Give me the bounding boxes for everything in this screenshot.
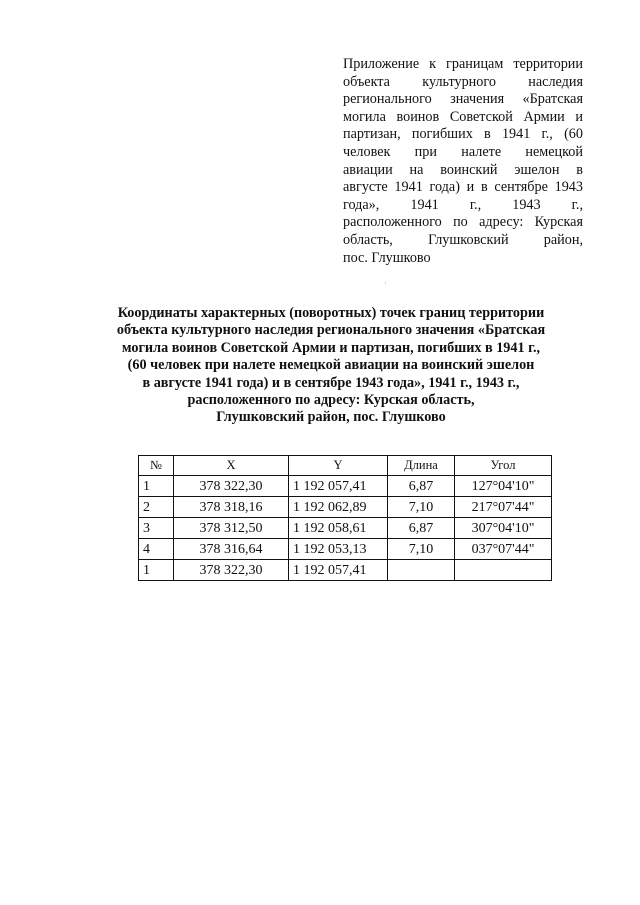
cell-angle: 037°07'44" [455, 539, 552, 560]
annex-note [343, 56, 583, 267]
title-line: в августе 1941 года) и в сентябре 1943 года», 1941 г., 1943 г., [142, 374, 520, 391]
cell-x: 378 322,30 [174, 560, 289, 581]
title-line: расположенного по адресу: Курская область, [187, 392, 475, 409]
annex-line: могила воинов Советской Армии и [343, 108, 583, 125]
document-title [96, 305, 566, 427]
cell-x: 378 316,64 [174, 539, 289, 560]
table-row [139, 497, 552, 518]
cell-y: 1 192 062,89 [289, 497, 388, 518]
annex-line: партизан, погибших в 1941 г., (60 [343, 126, 583, 143]
annex-line: августе 1941 года) и в сентябре 1943 [343, 179, 583, 196]
cell-length: 7,10 [388, 539, 455, 560]
cell-number: 1 [139, 560, 174, 581]
header-length: Длина [388, 456, 455, 476]
cell-number: 4 [139, 539, 174, 560]
cell-length: 7,10 [388, 497, 455, 518]
cell-y: 1 192 057,41 [289, 476, 388, 497]
title-line: Глушковский район, пос. Глушково [216, 409, 446, 426]
cell-y: 1 192 053,13 [289, 539, 388, 560]
annex-line: человек при налете немецкой [343, 143, 583, 160]
table-row [139, 518, 552, 539]
cell-number: 2 [139, 497, 174, 518]
cell-angle: 127°04'10" [455, 476, 552, 497]
annex-line: объекта культурного наследия [343, 73, 583, 90]
header-angle: Угол [455, 456, 552, 476]
title-line: объекта культурного наследия регионального значения «Братская [116, 322, 546, 339]
cell-x: 378 322,30 [174, 476, 289, 497]
scan-mark: · [384, 278, 387, 288]
annex-line: расположенного по адресу: Курская [343, 214, 583, 231]
title-line: могила воинов Советской Армии и партизан, погибших в 1941 г., [121, 339, 541, 356]
annex-line: авиации на воинский эшелон в [343, 161, 583, 178]
cell-x: 378 312,50 [174, 518, 289, 539]
table-row [139, 539, 552, 560]
cell-y: 1 192 057,41 [289, 560, 388, 581]
title-line: (60 человек при налете немецкой авиации на воинский эшелон [127, 357, 535, 374]
annex-line: регионального значения «Братская [343, 91, 583, 108]
table-row [139, 476, 552, 497]
header-x: X [174, 456, 289, 476]
header-y: Y [289, 456, 388, 476]
cell-angle [455, 560, 552, 581]
cell-y: 1 192 058,61 [289, 518, 388, 539]
table-row [139, 560, 552, 581]
header-number: № [139, 456, 174, 476]
cell-length [388, 560, 455, 581]
annex-line: область, Глушковский район, [343, 231, 583, 248]
annex-line: Приложение к границам территории [343, 56, 583, 72]
coordinates-table [138, 455, 552, 581]
cell-angle: 307°04'10" [455, 518, 552, 539]
cell-angle: 217°07'44" [455, 497, 552, 518]
cell-length: 6,87 [388, 476, 455, 497]
cell-x: 378 318,16 [174, 497, 289, 518]
table-header-row [139, 456, 552, 476]
annex-line: пос. Глушково [343, 249, 431, 266]
annex-line: года», 1941 г., 1943 г., [343, 196, 583, 213]
cell-number: 1 [139, 476, 174, 497]
title-line: Координаты характерных (поворотных) точек границ территории [117, 305, 545, 321]
cell-length: 6,87 [388, 518, 455, 539]
cell-number: 3 [139, 518, 174, 539]
